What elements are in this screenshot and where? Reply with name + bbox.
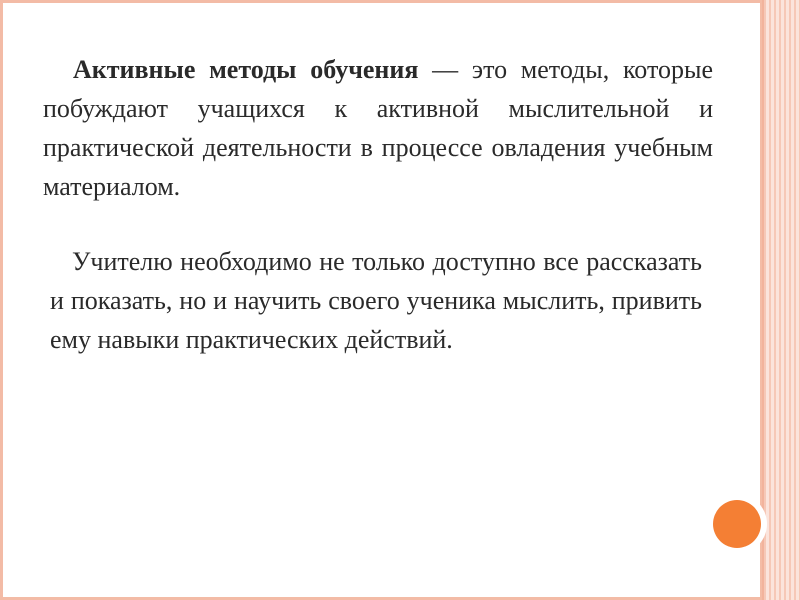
left-border — [0, 0, 3, 600]
decorative-circle-icon — [713, 500, 761, 548]
definition-text: — это методы, которые побуждают учащихся к активной мыслительной и практической деятельности в процессе овладения учебным материалом. — [43, 55, 713, 201]
definition-paragraph — [43, 50, 713, 206]
teacher-paragraph: Учителю необходимо не только доступно все рассказать и показать, но и научить своего ученика мыслить, привить ему навыки практических действий. — [50, 247, 702, 354]
top-border — [0, 0, 800, 3]
decorative-stripe — [762, 0, 800, 600]
term-bold: Активные методы обучения — [73, 55, 419, 84]
